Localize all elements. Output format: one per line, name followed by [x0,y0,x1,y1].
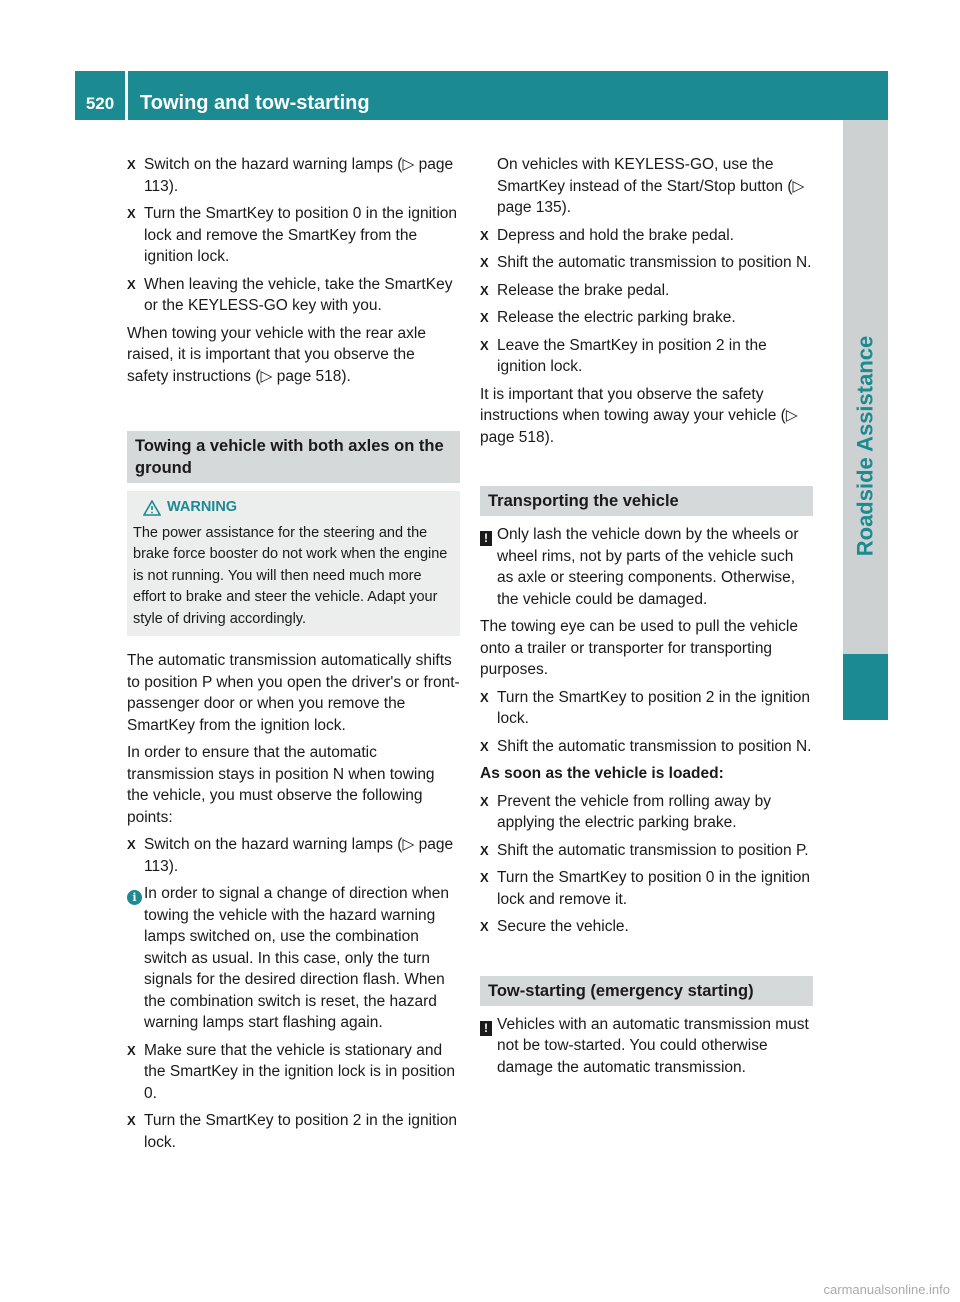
caution-note: ! Only lash the vehicle down by the wheels or wheel rims, not by parts of the vehicle such as axle or steering components. Otherwise, the vehicle could be damaged. [480,524,813,610]
warning-header [143,497,454,519]
x-step-icon: X [480,227,489,243]
x-step-icon: X [127,1113,136,1128]
list-item: X Release the electric parking brake. [480,307,813,329]
paragraph: It is important that you observe the safety instructions when towing away your vehicle (▷ page 518). [480,385,798,446]
warning-label: WARNING [167,499,238,515]
caution-note: ! Vehicles with an automatic transmission must not be tow-started. You could otherwise damage the automatic transmission. [480,1014,813,1079]
chapter-title: Towing and tow-starting [128,71,888,120]
x-step-icon: X [127,837,136,852]
info-icon: i [127,890,142,905]
section-heading: Tow-starting (emergency starting) [480,976,813,1006]
exclamation-icon: ! [480,1021,492,1036]
x-step-icon: X [480,282,489,298]
list-item: X Turn the SmartKey to position 0 in the ignition lock and remove the SmartKey from the ignition lock. [127,205,458,265]
list-item: X Leave the SmartKey in position 2 in the ignition lock. [480,336,767,375]
paragraph: In order to ensure that the automatic transmission stays in position N when towing the vehicle, you must observe the following points: [127,744,435,826]
x-step-icon: X [480,310,489,325]
list-item: X Shift the automatic transmission to position N. [480,252,813,274]
side-tab-accent [843,654,888,720]
x-step-icon: X [480,255,489,270]
page-number: 520 [75,71,125,120]
x-step-icon: X [127,1042,136,1058]
x-step-icon: X [480,793,489,809]
list-item: X Make sure that the vehicle is stationary and the SmartKey in the ignition lock is in position 0. [127,1041,456,1102]
subheading: As soon as the vehicle is loaded: [480,765,724,782]
side-tab-label: Roadside Assistance [852,335,878,557]
x-step-icon: X [480,738,489,754]
keyless-note: On vehicles with KEYLESS-GO, use the SmartKey instead of the Start/Stop button (▷ page 135). [497,156,805,216]
right-column [480,154,813,1084]
x-step-icon: X [480,337,489,353]
list-item: X Secure the vehicle. [480,916,813,938]
list-item: X Depress and hold the brake pedal. [480,225,813,247]
warning-triangle-icon [143,500,161,516]
x-step-icon: X [480,842,489,858]
list-item: X Shift the automatic transmission to position N. [480,736,813,758]
x-step-icon: X [127,206,136,221]
side-tab [843,120,888,720]
list-item: X Turn the SmartKey to position 2 in the ignition lock. [127,1112,458,1151]
list-item: X Shift the automatic transmission to position P. [480,840,813,862]
paragraph: The towing eye can be used to pull the vehicle onto a trailer or transporter for transporting purposes. [480,618,798,678]
list-item: X Turn the SmartKey to position 2 in the ignition lock. [480,688,811,727]
page-header [75,71,888,120]
list-item: X When leaving the vehicle, take the SmartKey or the KEYLESS-GO key with you. [127,275,453,314]
list-item: X Release the brake pedal. [480,280,813,302]
x-step-icon: X [480,870,489,885]
warning-box [127,491,460,636]
footer [0,1282,960,1302]
watermark: carmanualsonline.info [823,1281,950,1297]
list-item: X Prevent the vehicle from rolling away by applying the electric parking brake. [480,792,771,831]
list-item: X Turn the SmartKey to position 0 in the ignition lock and remove it. [480,869,811,908]
exclamation-icon: ! [480,531,492,546]
list-item: X Switch on the hazard warning lamps (▷ page 113). [127,156,454,195]
x-step-icon: X [480,689,489,705]
paragraph: When towing your vehicle with the rear axle raised, it is important that you observe the safety instructions (▷ page 518). [127,324,426,385]
paragraph: The automatic transmission automatically shifts to position P when you open the driver's or front-passenger door or when you remove the SmartKey from the ignition lock. [127,652,460,734]
info-note: i In order to signal a change of direction when towing the vehicle with the hazard warning lamps switched on, use the combination switch as usual. In this case, only the turn signals for the desired direction flash. When the combination switch is reset, the hazard warning lamps start flashing again. [127,883,460,1034]
list-item: X Switch on the hazard warning lamps (▷ page 113). [127,836,454,875]
warning-text: The power assistance for the steering and the brake force booster do not work when the engine is not running. You will then need much more effort to brake and steer the vehicle. Adapt your style of driving accordingly. [133,524,448,627]
x-step-icon: X [480,919,489,934]
x-step-icon: X [127,276,136,292]
section-heading: Transporting the vehicle [480,486,813,516]
x-step-icon: X [127,157,136,172]
section-heading: Towing a vehicle with both axles on the ground [127,431,460,483]
left-column [127,154,460,1159]
